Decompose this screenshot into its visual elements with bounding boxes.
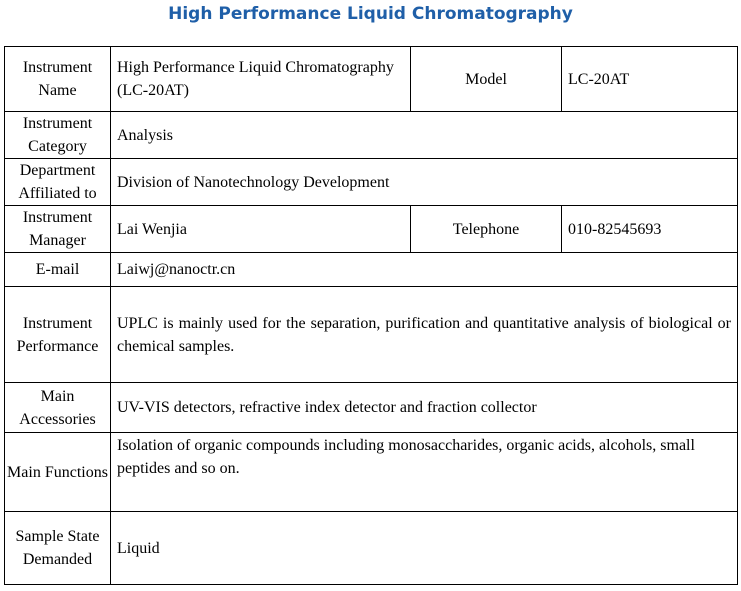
model-value: LC-20AT [562, 47, 738, 112]
instrument-manager-label: Instrument Manager [5, 206, 111, 253]
instrument-category-label: Instrument Category [5, 112, 111, 159]
email-value: Laiwj@nanoctr.cn [111, 253, 738, 287]
table-row [5, 159, 738, 206]
main-functions-value: Isolation of organic compounds including monosaccharides, organic acids, alcohols, small peptides and so on. [111, 433, 738, 512]
instrument-info-table [4, 46, 738, 585]
table-row [5, 383, 738, 433]
telephone-value: 010-82545693 [562, 206, 738, 253]
instrument-category-value: Analysis [111, 112, 738, 159]
sample-state-value: Liquid [111, 512, 738, 585]
instrument-name-label: Instrument Name [5, 47, 111, 112]
instrument-name-value: High Performance Liquid Chromatography (LC-20AT) [111, 47, 411, 112]
main-accessories-value: UV-VIS detectors, refractive index detector and fraction collector [111, 383, 738, 433]
table-row [5, 253, 738, 287]
table-row [5, 433, 738, 512]
page-title: High Performance Liquid Chromatography [168, 4, 573, 24]
table-row [5, 287, 738, 383]
table-row [5, 206, 738, 253]
main-accessories-label: Main Accessories [5, 383, 111, 433]
table-row [5, 512, 738, 585]
department-value: Division of Nanotechnology Development [111, 159, 738, 206]
instrument-performance-label: Instrument Performance [5, 287, 111, 383]
instrument-manager-value: Lai Wenjia [111, 206, 411, 253]
model-label: Model [411, 47, 562, 112]
department-label: Department Affiliated to [5, 159, 111, 206]
sample-state-label: Sample State Demanded [5, 512, 111, 585]
telephone-label: Telephone [411, 206, 562, 253]
email-label: E-mail [5, 253, 111, 287]
table-row [5, 112, 738, 159]
table-row [5, 47, 738, 112]
main-functions-label: Main Functions [5, 433, 111, 512]
instrument-performance-value: UPLC is mainly used for the separation, purification and quantitative analysis of biological or chemical samples. [111, 287, 738, 383]
